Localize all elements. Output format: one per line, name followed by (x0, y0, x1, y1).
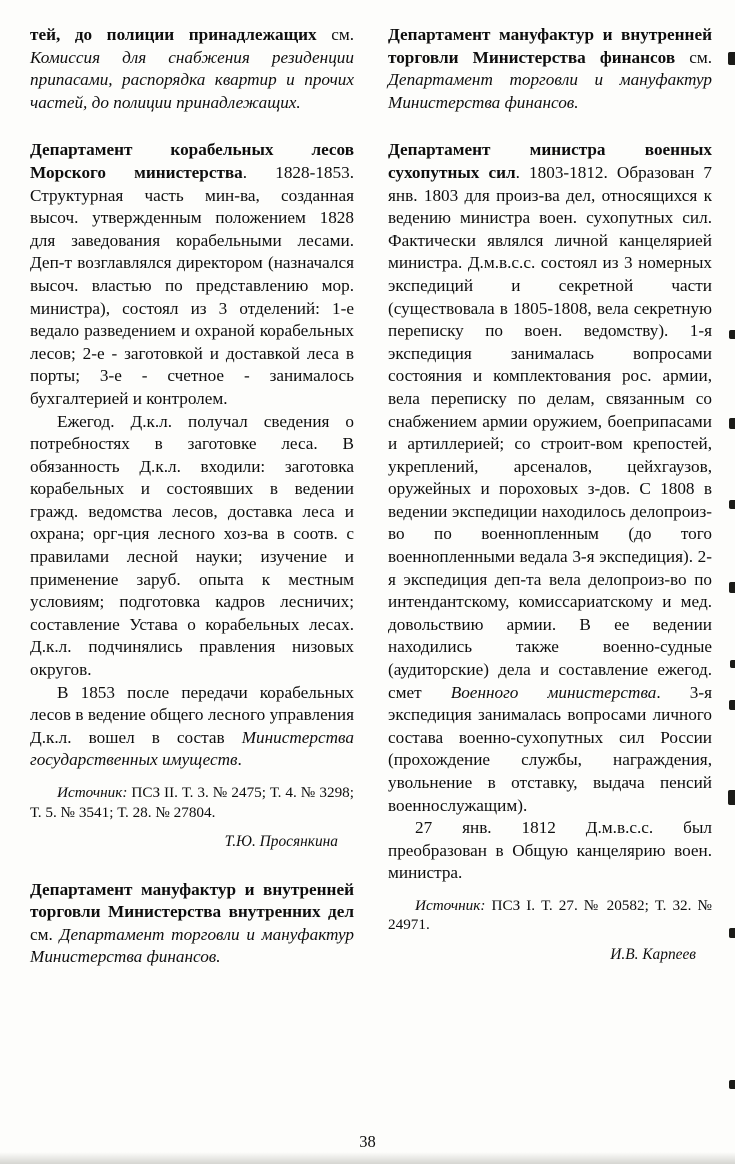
page-number: 38 (359, 1132, 376, 1151)
scan-artifact (728, 52, 735, 65)
source-line (388, 896, 712, 935)
source-label: Источник: (415, 896, 486, 914)
scan-artifact (729, 500, 735, 509)
scan-artifact (729, 582, 735, 593)
source-line (30, 783, 354, 822)
see-label: см. (30, 924, 60, 944)
entry-headword: тей, до полиции принадлежащих (30, 25, 317, 44)
entry-paragraph (30, 682, 354, 772)
entry-dept-manufaktur-minfin (388, 24, 712, 114)
entry-body-text: . 3-я экспедиция занималась вопросами личного состава военно-сухопутных сил России (прохождение службы, награждения, увольнение в отставку, выдача пенсий военнослужащим). (388, 682, 712, 815)
page-bottom-shadow (0, 1152, 735, 1164)
author-signature: И.В. Карпеев (610, 945, 696, 963)
scan-artifact (729, 928, 735, 938)
right-column (388, 24, 712, 969)
entry-body-text: . 1803-1812. Образован 7 янв. 1803 для произ-ва дел, относящихся к ведению министра воен. сухопутных сил. Фактически являлся личной канцелярией министра. Д.м.в.с.с. состоял из 3 номерных экспедиций и секретной части (существовала в 1805-1808, вела секретную переписку по воен. ведомству). 1-я экспедиция занималась вопросами состояния и комплектования рос. армии, вела переписку по делам, связанным со снабжением армии оружием, боеприпасами и артиллерией; со строит-вом крепостей, укреплений, арсеналов, цейхгаузов, оружейных и пороховых з-дов. С 1808 в ведении экспедиции находилось делопроиз-во по военнопленным (до того военнопленными ведала 3-я экспедиция). 2-я экспедиция деп-та вела делопроиз-во по интендантскому, комиссариатскому и мед. довольствию армии. В ее ведении находились также военно-судные (аудиторские) дела и составление ежегод. смет (388, 162, 712, 702)
scan-artifact (729, 1080, 735, 1089)
scan-artifact (729, 700, 735, 710)
entry-paragraph (388, 24, 712, 114)
entry-headword: Департамент министра военных сухопутных сил (388, 140, 712, 182)
scan-artifact (729, 418, 735, 429)
see-label: см. (316, 25, 354, 44)
entry-paragraph (30, 879, 354, 969)
entry-headword: Департамент мануфактур и внутренней торговли Министерства финансов (388, 25, 712, 67)
cross-reference: Министерства государственных имуществ (30, 727, 354, 770)
entry-paragraph (30, 24, 354, 114)
entry-dept-korabelnyh-lesov (30, 139, 354, 853)
entry-dept-manufaktur-mvd (30, 879, 354, 969)
author-signature: Т.Ю. Просянкина (224, 833, 338, 850)
scan-artifact (729, 330, 735, 339)
scan-artifact (728, 790, 735, 805)
entry-body-text: . 1828-1853. Структурная часть мин-ва, созданная высоч. утвержденным положением 1828 для заведования корабельными лесами. Деп-т возглавлялся директором (назначался высоч. властью по представлению мор. министра), состоял из 3 отделений: 1-е ведало разведением и охраной корабельных лесов; 2-е - заготовкой и доставкой леса в порты; 3-е - счетное - занималось бухгалтерией и контролем. (30, 162, 354, 408)
entry-policii-continuation (30, 24, 354, 114)
cross-reference: Военного министерства (450, 682, 657, 702)
see-label: см. (675, 47, 712, 67)
entry-headword: Департамент корабельных лесов Морского министерства (30, 140, 354, 182)
entry-paragraph (30, 139, 354, 410)
source-citation: ПСЗ II. Т. 3. № 2475; Т. 4. № 3298; Т. 5. № 3541; Т. 28. № 27804. (30, 784, 354, 821)
entry-dept-ministra-voennyh-sil (388, 139, 712, 966)
scan-artifact (730, 660, 735, 668)
entry-paragraph: Ежегод. Д.к.л. получал сведения о потребностях в заготовке леса. В обязанность Д.к.л. входили: заготовка корабельных и состоявших в ведении гражд. ведомства лесов, доставка леса и охрана; орг-ция лесного хоз-ва в соотв. с правилами лесной науки; изучение и применение заруб. опыта к местным условиям; подготовка кадров лесничих; составление Устава о корабельных лесах. Д.к.л. подчинялись правления низовых округов. (30, 411, 354, 680)
left-column (30, 24, 354, 969)
entry-paragraph: 27 янв. 1812 Д.м.в.с.с. был преобразован в Общую канцелярию воен. министра. (388, 818, 712, 883)
cross-reference: Комиссия для снабжения резиденции припасами, распорядка квартир и прочих частей, до полиции принадлежащих. (30, 47, 354, 112)
entry-body-text: . (237, 750, 242, 770)
entry-body-text: В 1853 после передачи корабельных лесов в ведение общего лесного управления Д.к.л. вошел в состав (30, 682, 354, 747)
entry-paragraph (388, 139, 712, 817)
cross-reference: Департамент торговли и мануфактур Министерства финансов. (388, 70, 712, 112)
entry-headword: Департамент мануфактур и внутренней торговли Министерства внутренних дел (30, 879, 354, 922)
source-label: Источник: (57, 784, 128, 801)
cross-reference: Департамент торговли и мануфактур Министерства финансов. (30, 924, 354, 967)
source-citation: ПСЗ I. Т. 27. № 20582; Т. 32. № 24971. (388, 896, 712, 934)
